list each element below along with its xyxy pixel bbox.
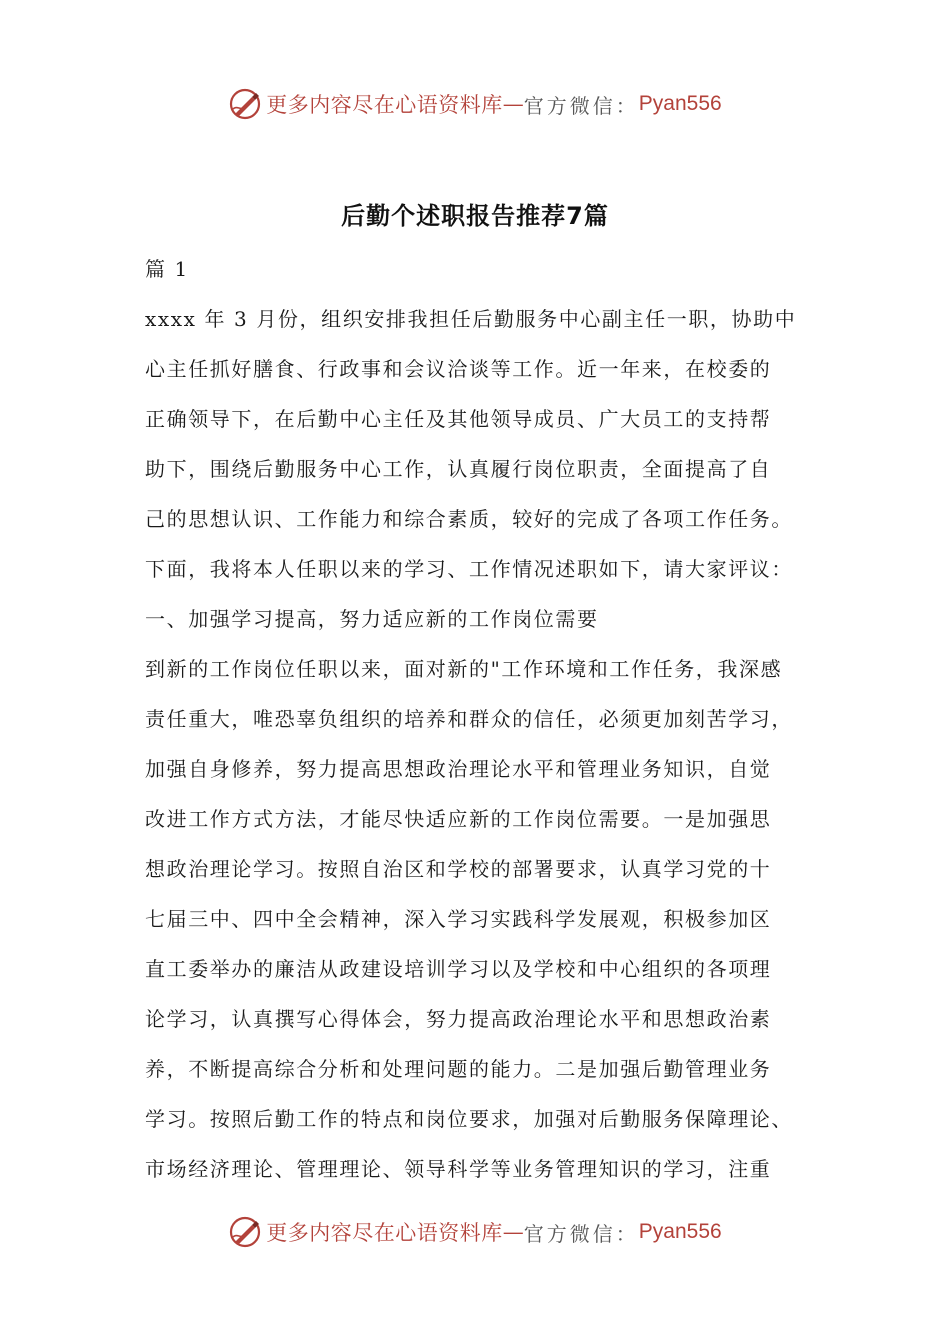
text-line: xxxx 年 3 月份，组织安排我担任后勤服务中心副主任一职，协助中 bbox=[145, 307, 797, 331]
banner-wechat-id: Pyan556 bbox=[638, 92, 722, 115]
text-line: 心主任抓好膳食、行政事和会议洽谈等工作。近一年来，在校委的 bbox=[145, 357, 772, 381]
header-banner bbox=[0, 84, 950, 124]
text-line: 助下，围绕后勤服务中心工作，认真履行岗位职责，全面提高了自 bbox=[145, 457, 772, 481]
text-line: 下面，我将本人任职以来的学习、工作情况述职如下，请大家评议： bbox=[145, 557, 793, 581]
banner-wechat-label: 官方微信： bbox=[523, 93, 639, 118]
pen-logo-icon bbox=[228, 87, 262, 121]
section-heading: 一、加强学习提高，努力适应新的工作岗位需要 bbox=[145, 607, 599, 631]
banner-separator: — bbox=[502, 92, 524, 116]
page-title: 后勤个述职报告推荐7篇 bbox=[341, 202, 609, 230]
banner-site-text: 更多内容尽在心语资料库 bbox=[266, 1221, 503, 1245]
pen-logo-icon bbox=[228, 1215, 262, 1249]
text-line: 直工委举办的廉洁从政建设培训学习以及学校和中心组织的各项理 bbox=[145, 957, 772, 981]
text-line: 己的思想认识、工作能力和综合素质，较好的完成了各项工作任务。 bbox=[145, 507, 793, 531]
banner-wechat-label: 官方微信： bbox=[523, 1221, 639, 1246]
text-line: 正确领导下，在后勤中心主任及其他领导成员、广大员工的支持帮 bbox=[145, 407, 772, 431]
footer-banner bbox=[0, 1212, 950, 1252]
text-line: 想政治理论学习。按照自治区和学校的部署要求，认真学习党的十 bbox=[145, 857, 772, 881]
text-line: 到新的工作岗位任职以来，面对新的"工作环境和工作任务，我深感 bbox=[145, 657, 783, 681]
banner-site-text: 更多内容尽在心语资料库 bbox=[266, 93, 503, 117]
text-line: 加强自身修养，努力提高思想政治理论水平和管理业务知识，自觉 bbox=[145, 757, 772, 781]
text-line: 学习。按照后勤工作的特点和岗位要求，加强对后勤服务保障理论、 bbox=[145, 1107, 793, 1131]
text-line: 市场经济理论、管理理论、领导科学等业务管理知识的学习，注重 bbox=[145, 1157, 772, 1181]
text-line: 责任重大，唯恐辜负组织的培养和群众的信任，必须更加刻苦学习， bbox=[145, 707, 793, 731]
text-line: 篇 1 bbox=[145, 257, 189, 281]
text-line: 改进工作方式方法，才能尽快适应新的工作岗位需要。一是加强思 bbox=[145, 807, 772, 831]
banner-wechat-id: Pyan556 bbox=[638, 1220, 722, 1243]
banner-separator: — bbox=[502, 1220, 524, 1244]
text-line: 论学习，认真撰写心得体会，努力提高政治理论水平和思想政治素 bbox=[145, 1007, 772, 1031]
document-body bbox=[145, 244, 825, 1194]
text-line: 养，不断提高综合分析和处理问题的能力。二是加强后勤管理业务 bbox=[145, 1057, 772, 1081]
text-line: 七届三中、四中全会精神，深入学习实践科学发展观，积极参加区 bbox=[145, 907, 772, 931]
